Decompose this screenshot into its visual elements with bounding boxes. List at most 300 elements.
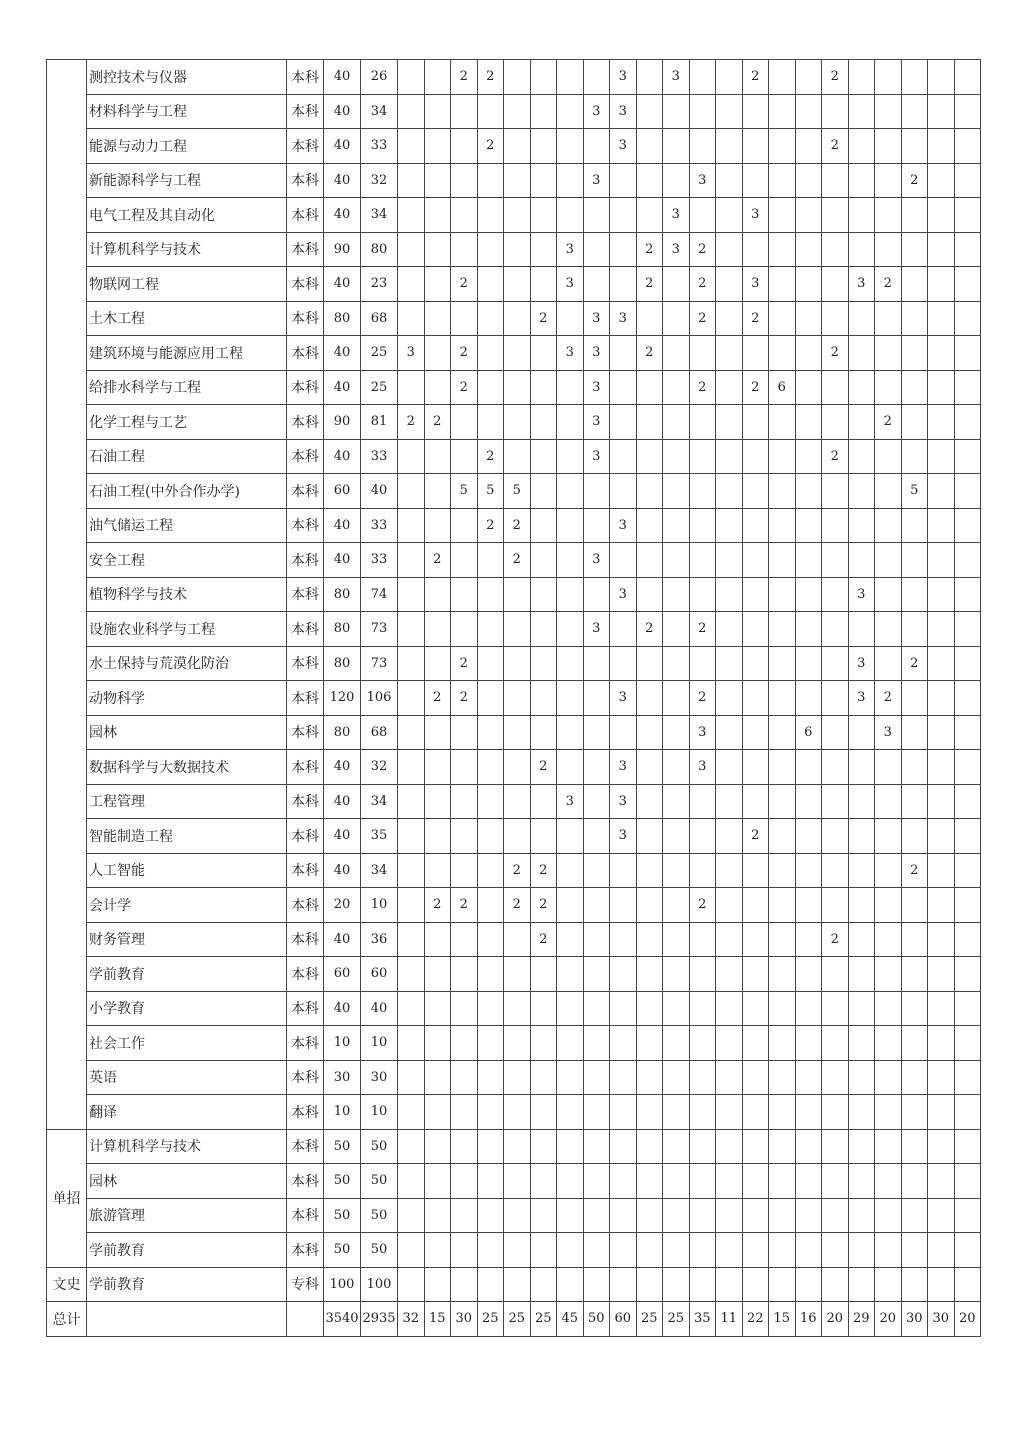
province-cell	[636, 370, 663, 405]
province-cell	[742, 1233, 769, 1268]
major-name-cell: 人工智能	[87, 853, 287, 888]
province-cell	[398, 1198, 425, 1233]
province-cell: 3	[610, 94, 637, 129]
province-cell	[795, 922, 822, 957]
province-cell	[398, 439, 425, 474]
province-cell	[769, 267, 796, 302]
province-cell	[901, 301, 928, 336]
province-cell	[795, 370, 822, 405]
province-cell	[663, 301, 690, 336]
group-label-cell: 文史	[47, 1267, 87, 1302]
province-cell: 6	[795, 715, 822, 750]
table-row	[47, 232, 981, 267]
count-cell: 60	[361, 957, 398, 992]
province-cell: 3	[557, 232, 584, 267]
province-cell	[901, 888, 928, 923]
province-cell	[769, 853, 796, 888]
province-cell	[928, 474, 955, 509]
province-cell: 2	[689, 612, 716, 647]
province-cell: 2	[689, 301, 716, 336]
total-province-cell: 20	[954, 1302, 981, 1337]
province-cell	[716, 267, 743, 302]
province-cell: 3	[689, 715, 716, 750]
count-cell: 50	[361, 1198, 398, 1233]
province-cell	[716, 922, 743, 957]
province-cell	[557, 1267, 584, 1302]
province-cell	[451, 405, 478, 440]
province-cell: 2	[822, 60, 849, 95]
province-cell	[504, 405, 531, 440]
province-cell	[875, 750, 902, 785]
province-cell: 2	[424, 888, 451, 923]
province-cell	[928, 405, 955, 440]
province-cell	[822, 198, 849, 233]
province-cell: 3	[583, 336, 610, 371]
province-cell	[663, 750, 690, 785]
province-cell	[557, 646, 584, 681]
province-cell	[848, 1095, 875, 1130]
province-cell	[451, 784, 478, 819]
province-cell	[928, 681, 955, 716]
major-name-cell: 土木工程	[87, 301, 287, 336]
province-cell	[398, 819, 425, 854]
province-cell	[928, 232, 955, 267]
province-cell	[636, 577, 663, 612]
province-cell	[424, 1026, 451, 1061]
province-cell	[716, 439, 743, 474]
province-cell	[875, 163, 902, 198]
province-cell	[530, 336, 557, 371]
province-cell	[504, 60, 531, 95]
province-cell	[848, 94, 875, 129]
level-cell: 本科	[287, 543, 324, 578]
province-cell	[610, 543, 637, 578]
province-cell	[769, 1164, 796, 1199]
province-cell	[954, 957, 981, 992]
province-cell	[636, 163, 663, 198]
province-cell	[583, 853, 610, 888]
plan-count-cell: 40	[324, 750, 361, 785]
province-cell	[848, 405, 875, 440]
province-cell	[398, 957, 425, 992]
province-cell	[663, 957, 690, 992]
province-cell	[928, 301, 955, 336]
table-row	[47, 60, 981, 95]
major-name-cell: 会计学	[87, 888, 287, 923]
plan-count-cell: 90	[324, 232, 361, 267]
province-cell	[424, 819, 451, 854]
province-cell	[504, 336, 531, 371]
table-row	[47, 94, 981, 129]
province-cell	[451, 1198, 478, 1233]
province-cell	[901, 439, 928, 474]
plan-count-cell: 40	[324, 922, 361, 957]
province-cell	[742, 1060, 769, 1095]
total-province-cell: 45	[557, 1302, 584, 1337]
province-cell: 3	[398, 336, 425, 371]
province-cell	[795, 405, 822, 440]
province-cell	[504, 1233, 531, 1268]
province-cell	[636, 784, 663, 819]
province-cell	[742, 1164, 769, 1199]
province-cell	[875, 888, 902, 923]
province-cell	[848, 1267, 875, 1302]
province-cell	[928, 1233, 955, 1268]
province-cell	[583, 819, 610, 854]
province-cell	[742, 232, 769, 267]
province-cell	[769, 129, 796, 164]
province-cell	[716, 1198, 743, 1233]
major-name-cell: 学前教育	[87, 1233, 287, 1268]
province-cell	[769, 577, 796, 612]
province-cell	[477, 1198, 504, 1233]
province-cell: 5	[504, 474, 531, 509]
province-cell	[928, 819, 955, 854]
plan-count-cell: 20	[324, 888, 361, 923]
province-cell	[795, 888, 822, 923]
province-cell	[716, 336, 743, 371]
enrollment-table-container	[46, 59, 981, 1337]
province-cell: 3	[583, 370, 610, 405]
table-row	[47, 163, 981, 198]
province-cell	[451, 750, 478, 785]
province-cell	[795, 1164, 822, 1199]
plan-count-cell: 40	[324, 784, 361, 819]
province-cell	[398, 681, 425, 716]
province-cell	[583, 577, 610, 612]
province-cell	[928, 543, 955, 578]
province-cell	[424, 370, 451, 405]
province-cell	[716, 1129, 743, 1164]
province-cell	[742, 922, 769, 957]
level-cell: 本科	[287, 1233, 324, 1268]
province-cell	[557, 750, 584, 785]
level-cell: 本科	[287, 1026, 324, 1061]
total-province-cell: 25	[663, 1302, 690, 1337]
province-cell	[398, 922, 425, 957]
province-cell	[742, 957, 769, 992]
province-cell	[530, 1129, 557, 1164]
province-cell	[769, 94, 796, 129]
level-cell: 本科	[287, 60, 324, 95]
province-cell	[663, 94, 690, 129]
province-cell	[769, 1129, 796, 1164]
province-cell: 3	[557, 267, 584, 302]
province-cell	[928, 1095, 955, 1130]
province-cell	[663, 991, 690, 1026]
province-cell	[689, 60, 716, 95]
province-cell	[636, 1233, 663, 1268]
province-cell	[716, 577, 743, 612]
table-row	[47, 370, 981, 405]
province-cell	[530, 715, 557, 750]
province-cell	[822, 853, 849, 888]
province-cell	[875, 612, 902, 647]
province-cell	[822, 1095, 849, 1130]
province-cell	[901, 336, 928, 371]
province-cell	[451, 543, 478, 578]
province-cell	[901, 577, 928, 612]
province-cell	[822, 543, 849, 578]
province-cell	[530, 991, 557, 1026]
count-cell: 25	[361, 336, 398, 371]
province-cell	[928, 1267, 955, 1302]
province-cell	[716, 301, 743, 336]
count-cell: 40	[361, 991, 398, 1026]
province-cell	[954, 1233, 981, 1268]
total-province-cell: 11	[716, 1302, 743, 1337]
province-cell	[795, 577, 822, 612]
province-cell	[954, 853, 981, 888]
total-province-cell: 25	[636, 1302, 663, 1337]
major-name-cell: 数据科学与大数据技术	[87, 750, 287, 785]
province-cell	[557, 1095, 584, 1130]
province-cell	[928, 853, 955, 888]
province-cell	[398, 60, 425, 95]
province-cell	[822, 1060, 849, 1095]
province-cell	[504, 957, 531, 992]
province-cell	[742, 163, 769, 198]
count-cell: 74	[361, 577, 398, 612]
level-cell: 本科	[287, 1198, 324, 1233]
province-cell	[795, 232, 822, 267]
count-cell: 10	[361, 1026, 398, 1061]
count-cell: 73	[361, 612, 398, 647]
province-cell	[742, 991, 769, 1026]
province-cell	[610, 922, 637, 957]
level-cell: 本科	[287, 819, 324, 854]
province-cell	[769, 508, 796, 543]
province-cell: 2	[742, 301, 769, 336]
province-cell	[822, 991, 849, 1026]
province-cell	[451, 163, 478, 198]
province-cell	[901, 129, 928, 164]
province-cell	[954, 301, 981, 336]
province-cell	[716, 612, 743, 647]
province-cell	[557, 405, 584, 440]
province-cell	[424, 922, 451, 957]
province-cell	[663, 819, 690, 854]
province-cell	[424, 784, 451, 819]
province-cell: 3	[610, 301, 637, 336]
province-cell	[822, 1198, 849, 1233]
province-cell	[901, 1026, 928, 1061]
province-cell	[398, 1095, 425, 1130]
province-cell	[504, 370, 531, 405]
province-cell	[848, 508, 875, 543]
province-cell	[424, 991, 451, 1026]
province-cell	[557, 163, 584, 198]
province-cell	[557, 888, 584, 923]
province-cell	[901, 922, 928, 957]
province-cell: 2	[875, 267, 902, 302]
province-cell	[822, 819, 849, 854]
province-cell	[424, 1164, 451, 1199]
major-name-cell: 社会工作	[87, 1026, 287, 1061]
count-cell: 50	[361, 1164, 398, 1199]
province-cell	[875, 853, 902, 888]
province-cell	[954, 508, 981, 543]
province-cell	[901, 1095, 928, 1130]
total-province-cell: 29	[848, 1302, 875, 1337]
plan-count-cell: 80	[324, 715, 361, 750]
level-cell: 本科	[287, 1095, 324, 1130]
province-cell: 2	[530, 922, 557, 957]
province-cell	[928, 370, 955, 405]
province-cell	[795, 1267, 822, 1302]
province-cell	[716, 370, 743, 405]
province-cell	[424, 508, 451, 543]
count-cell: 30	[361, 1060, 398, 1095]
province-cell	[716, 1026, 743, 1061]
province-cell	[477, 1129, 504, 1164]
province-cell	[769, 1198, 796, 1233]
province-cell	[610, 612, 637, 647]
province-cell	[848, 336, 875, 371]
province-cell	[795, 198, 822, 233]
province-cell	[689, 129, 716, 164]
province-cell	[530, 784, 557, 819]
plan-count-cell: 40	[324, 543, 361, 578]
province-cell	[398, 1129, 425, 1164]
province-cell	[636, 405, 663, 440]
province-cell	[424, 1198, 451, 1233]
province-cell: 2	[689, 888, 716, 923]
province-cell	[557, 612, 584, 647]
total-province-cell: 22	[742, 1302, 769, 1337]
province-cell	[716, 543, 743, 578]
province-cell	[530, 1095, 557, 1130]
province-cell	[716, 198, 743, 233]
major-name-cell: 学前教育	[87, 957, 287, 992]
province-cell: 3	[875, 715, 902, 750]
province-cell	[875, 198, 902, 233]
province-cell	[504, 1198, 531, 1233]
province-cell	[716, 1095, 743, 1130]
province-cell	[424, 163, 451, 198]
province-cell	[822, 267, 849, 302]
province-cell	[822, 957, 849, 992]
province-cell	[954, 1198, 981, 1233]
province-cell	[848, 60, 875, 95]
province-cell: 2	[451, 336, 478, 371]
province-cell	[424, 750, 451, 785]
province-cell	[689, 1026, 716, 1061]
plan-count-cell: 50	[324, 1164, 361, 1199]
province-cell	[424, 336, 451, 371]
province-cell	[742, 1198, 769, 1233]
count-cell: 81	[361, 405, 398, 440]
province-cell	[875, 1026, 902, 1061]
province-cell	[848, 474, 875, 509]
province-cell	[530, 267, 557, 302]
province-cell	[689, 1198, 716, 1233]
province-cell	[424, 1129, 451, 1164]
province-cell: 2	[424, 543, 451, 578]
province-cell	[928, 336, 955, 371]
province-cell	[477, 405, 504, 440]
province-cell	[424, 715, 451, 750]
count-cell: 23	[361, 267, 398, 302]
table-row	[47, 405, 981, 440]
province-cell	[477, 681, 504, 716]
province-cell: 2	[742, 819, 769, 854]
province-cell	[928, 991, 955, 1026]
group-label-cell	[47, 60, 87, 1130]
province-cell	[451, 301, 478, 336]
province-cell	[928, 750, 955, 785]
level-cell: 本科	[287, 853, 324, 888]
count-cell: 33	[361, 543, 398, 578]
province-cell	[795, 60, 822, 95]
province-cell: 2	[477, 60, 504, 95]
province-cell	[901, 819, 928, 854]
province-cell	[504, 94, 531, 129]
province-cell	[689, 474, 716, 509]
province-cell	[663, 1198, 690, 1233]
province-cell	[636, 1095, 663, 1130]
province-cell	[636, 1129, 663, 1164]
province-cell	[636, 129, 663, 164]
province-cell	[398, 1060, 425, 1095]
province-cell	[610, 1095, 637, 1130]
province-cell	[848, 612, 875, 647]
table-row	[47, 301, 981, 336]
province-cell	[477, 1233, 504, 1268]
level-cell: 本科	[287, 370, 324, 405]
province-cell	[530, 129, 557, 164]
province-cell	[742, 888, 769, 923]
province-cell: 2	[451, 60, 478, 95]
province-cell	[477, 1026, 504, 1061]
province-cell	[769, 991, 796, 1026]
table-row	[47, 922, 981, 957]
province-cell	[769, 681, 796, 716]
province-cell	[716, 508, 743, 543]
plan-count-cell: 80	[324, 577, 361, 612]
province-cell	[451, 991, 478, 1026]
province-cell	[477, 888, 504, 923]
major-name-cell: 能源与动力工程	[87, 129, 287, 164]
level-cell: 本科	[287, 681, 324, 716]
province-cell	[504, 198, 531, 233]
plan-count-cell: 40	[324, 508, 361, 543]
province-cell	[689, 819, 716, 854]
province-cell	[875, 129, 902, 164]
province-cell	[663, 267, 690, 302]
province-cell: 3	[663, 60, 690, 95]
total-province-cell: 20	[875, 1302, 902, 1337]
province-cell	[769, 543, 796, 578]
province-cell	[875, 543, 902, 578]
province-cell	[689, 94, 716, 129]
province-cell	[451, 715, 478, 750]
province-cell	[954, 888, 981, 923]
province-cell	[530, 508, 557, 543]
province-cell	[901, 60, 928, 95]
province-cell: 2	[451, 267, 478, 302]
table-row	[47, 888, 981, 923]
count-cell: 32	[361, 163, 398, 198]
province-cell	[901, 1233, 928, 1268]
province-cell	[663, 474, 690, 509]
group-label-cell: 单招	[47, 1129, 87, 1267]
province-cell	[875, 577, 902, 612]
province-cell	[875, 1164, 902, 1199]
province-cell	[954, 612, 981, 647]
total-province-cell: 15	[424, 1302, 451, 1337]
province-cell	[769, 198, 796, 233]
